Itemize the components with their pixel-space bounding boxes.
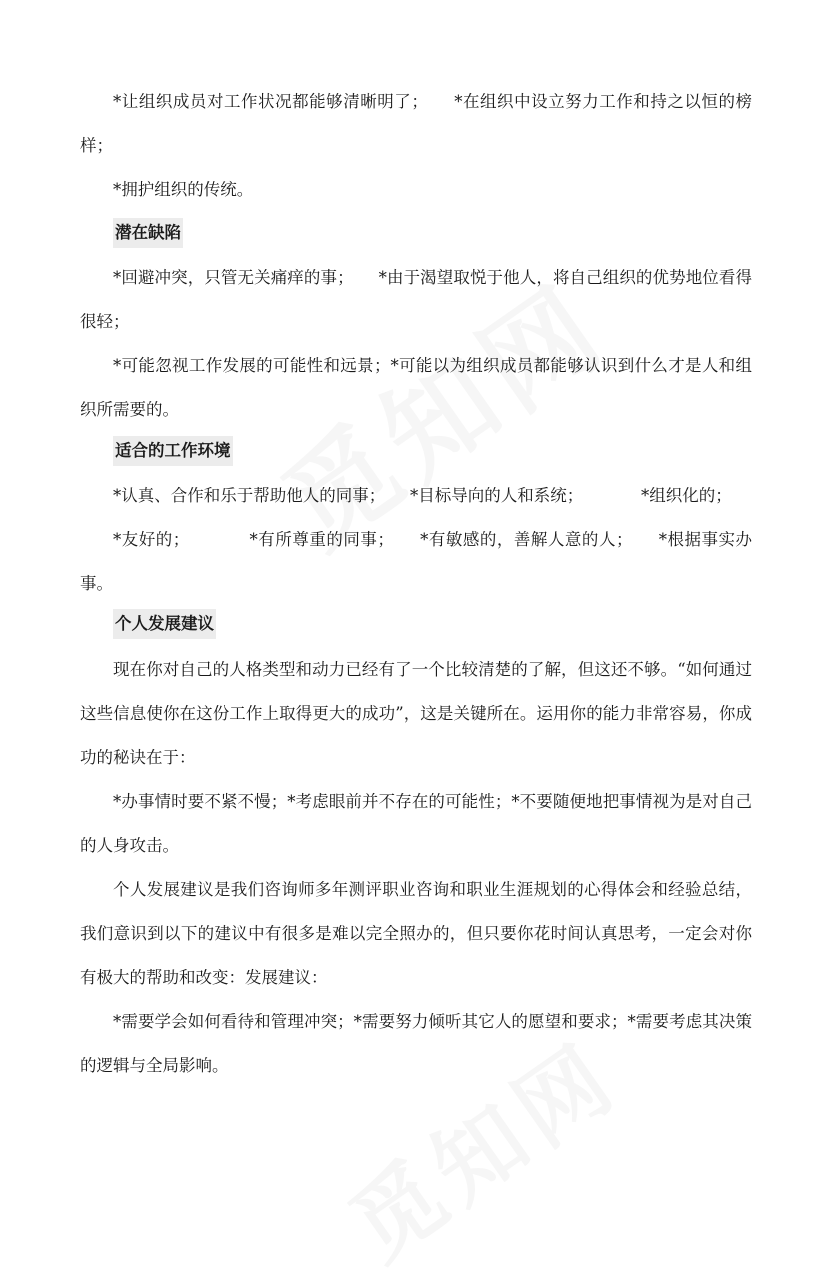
paragraph-avoid-conflict: *回避冲突，只管无关痛痒的事； *由于渴望取悦于他人，将自己组织的优势地位看得很轻； bbox=[80, 268, 752, 331]
paragraph-consultant-advice: 个人发展建议是我们咨询师多年测评职业咨询和职业生涯规划的心得体会和经验总结，我们意识到以下的建议中有很多是难以完全照办的，但只要你花时间认真思考，一定会对你有极大的帮助和改变：发展建议： bbox=[80, 880, 752, 987]
heading-personal-development: 个人发展建议 bbox=[113, 609, 216, 639]
paragraph-development-intro: 现在你对自己的人格类型和动力已经有了一个比较清楚的了解，但这还不够。“如何通过这些信息使你在这份工作上取得更大的成功”，这是关键所在。运用你的能力非常容易，你成功的秘诀在于： bbox=[80, 660, 752, 767]
paragraph-development-tips: *办事情时要不紧不慢；*考虑眼前并不存在的可能性；*不要随便地把事情视为是对自己的人身攻击。 bbox=[80, 792, 752, 855]
paragraph-colleagues: *认真、合作和乐于帮助他人的同事； *目标导向的人和系统； *组织化的； bbox=[113, 486, 732, 505]
paragraph-conflict-management: *需要学会如何看待和管理冲突；*需要努力倾听其它人的愿望和要求；*需要考虑其决策的逻辑与全局影响。 bbox=[80, 1012, 752, 1075]
paragraph-organization-clarity: *让组织成员对工作状况都能够清晰明了； *在组织中设立努力工作和持之以恒的榜样； bbox=[80, 92, 752, 155]
heading-potential-defects: 潜在缺陷 bbox=[113, 218, 183, 248]
heading-work-environment: 适合的工作环境 bbox=[113, 436, 233, 466]
paragraph-ignore-development: *可能忽视工作发展的可能性和远景；*可能以为组织成员都能够认识到什么才是人和组织所需要的。 bbox=[80, 356, 752, 419]
paragraph-tradition: *拥护组织的传统。 bbox=[113, 180, 254, 199]
paragraph-friendly: *友好的； *有所尊重的同事； *有敏感的，善解人意的人； *根据事实办事。 bbox=[80, 530, 752, 593]
